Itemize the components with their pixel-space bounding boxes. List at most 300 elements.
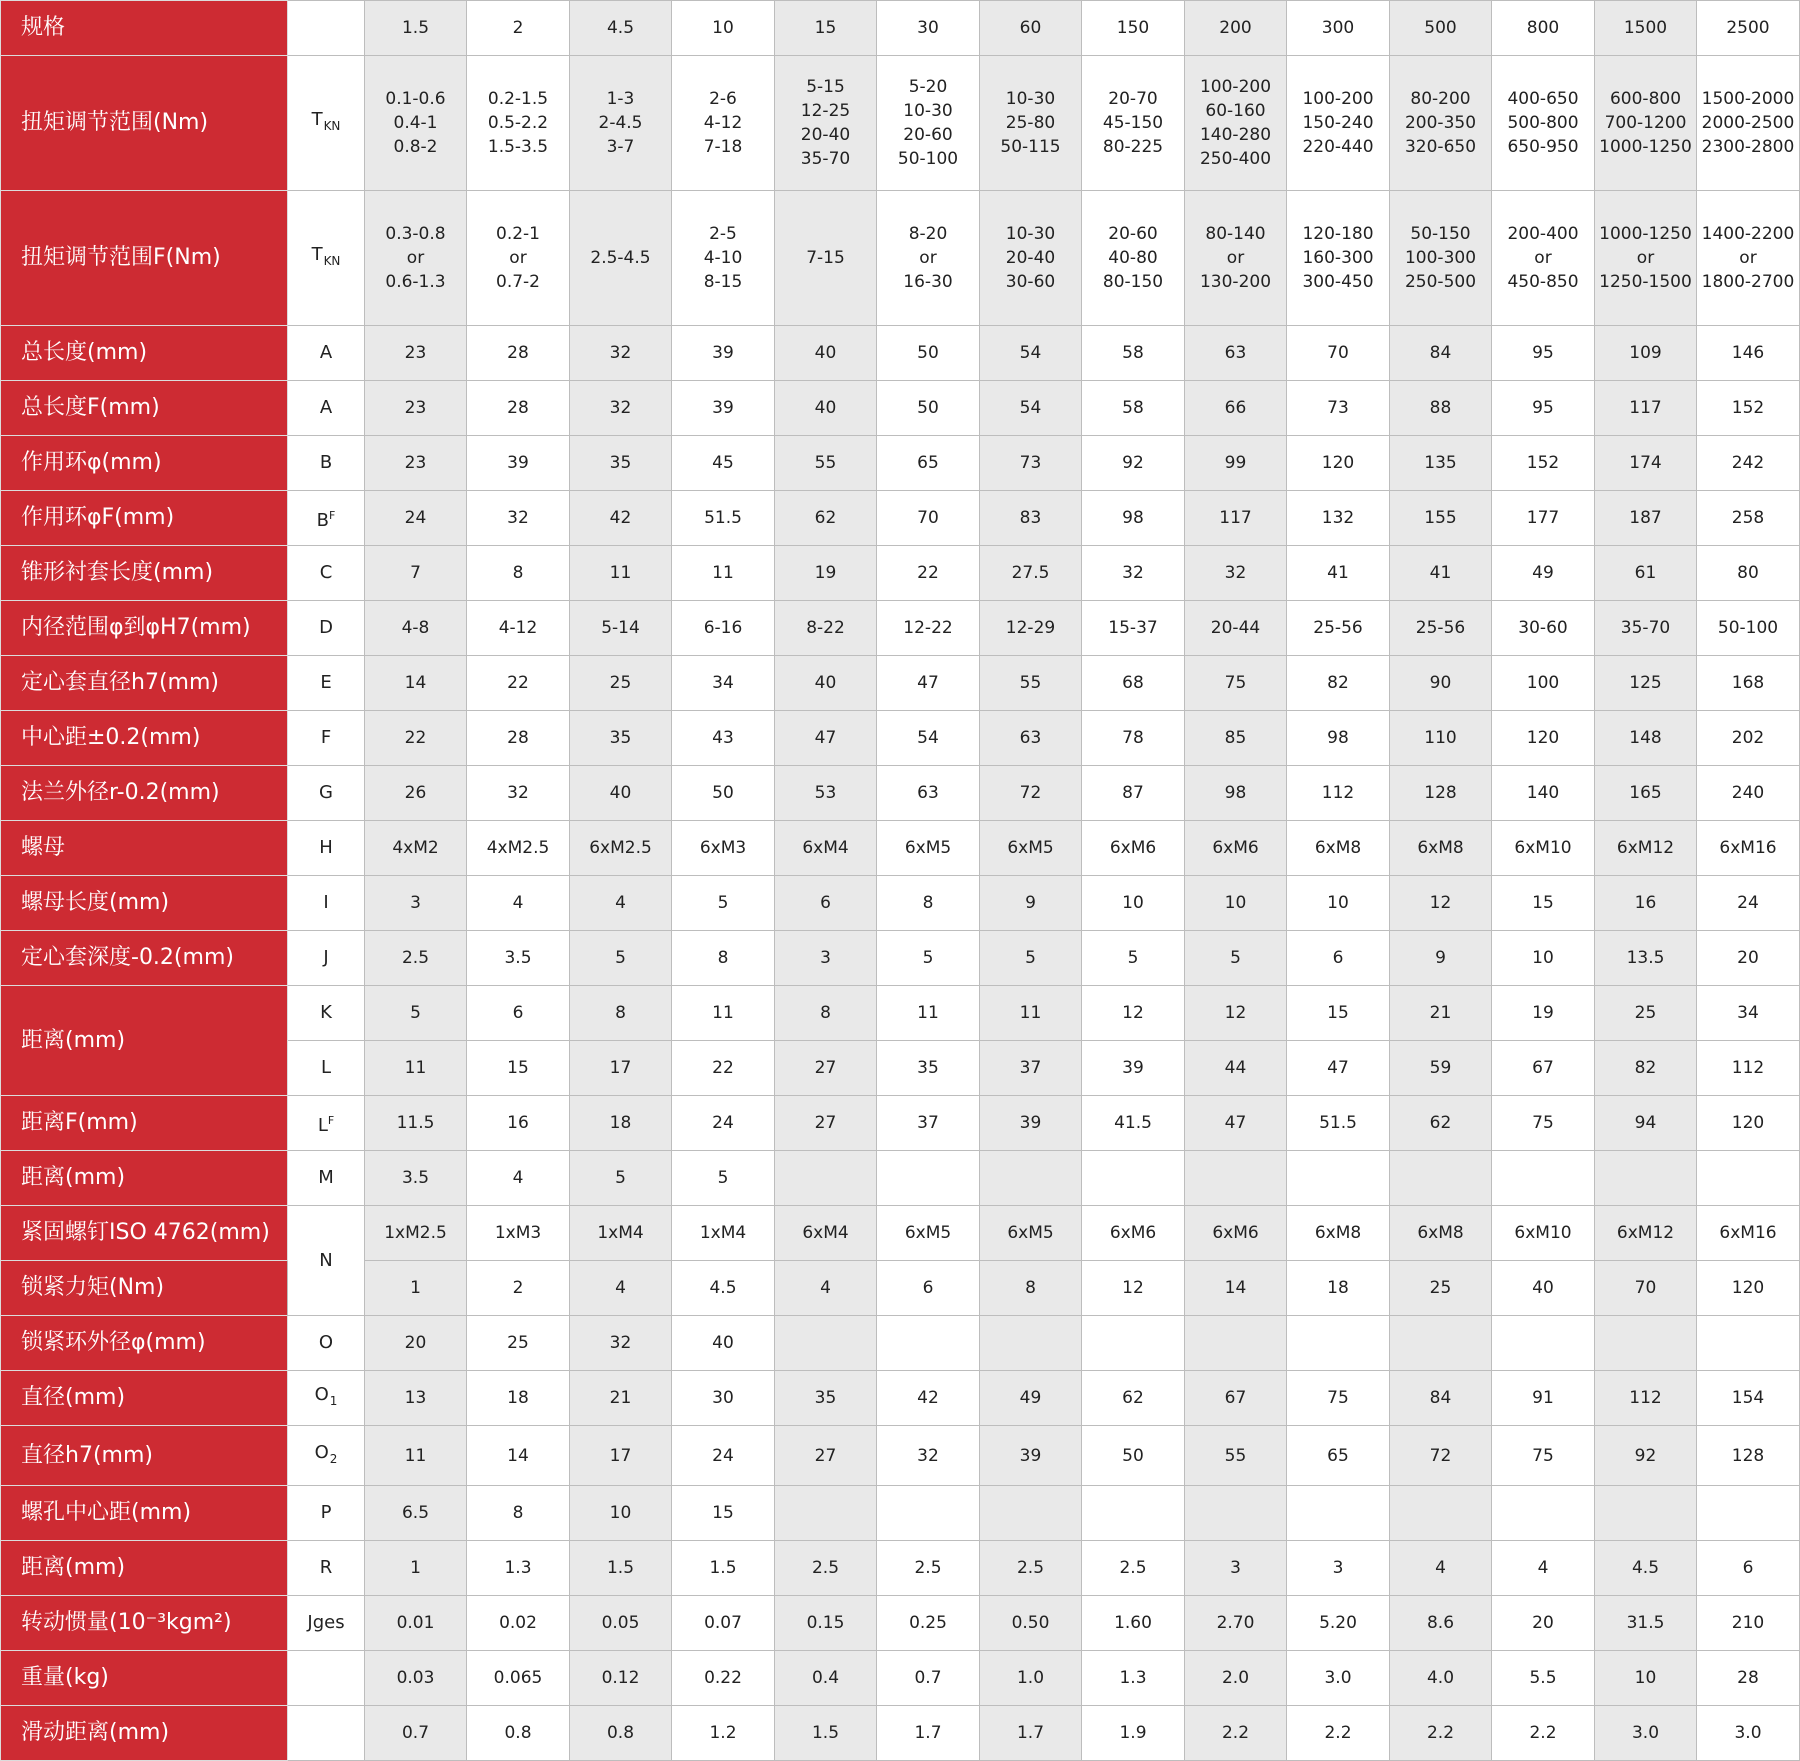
- value-cell: 24: [672, 1096, 775, 1151]
- value-cell: 120: [1697, 1261, 1800, 1316]
- value-cell: 16: [1595, 876, 1697, 931]
- value-cell: 6xM6: [1185, 821, 1287, 876]
- value-cell: 6xM16: [1697, 821, 1800, 876]
- symbol-cell: [288, 711, 365, 766]
- symbol-text: P: [320, 1502, 332, 1523]
- value-cell: 5: [365, 986, 467, 1041]
- value-cell: 6: [1697, 1541, 1800, 1596]
- value-cell: 28: [467, 326, 570, 381]
- symbol-text: N: [319, 1249, 333, 1271]
- value-cell: 6xM6: [1082, 1206, 1185, 1261]
- value-cell: 75: [1492, 1426, 1595, 1486]
- value-cell: 30: [877, 1, 980, 56]
- value-cell: 70: [877, 491, 980, 546]
- value-cell: 100-200 60-160 140-280 250-400: [1185, 56, 1287, 191]
- symbol-text: R: [319, 1557, 333, 1578]
- symbol-text: J: [323, 947, 329, 968]
- value-cell: 3.5: [467, 931, 570, 986]
- value-cell: 49: [980, 1371, 1082, 1426]
- symbol-cell: [288, 601, 365, 656]
- value-cell: 2.5: [775, 1541, 877, 1596]
- value-cell: [1287, 1316, 1390, 1371]
- row-label: 距离(mm): [1, 1151, 288, 1206]
- symbol-cell: [288, 436, 365, 491]
- value-cell: 82: [1287, 656, 1390, 711]
- symbol-text: O: [314, 1441, 329, 1463]
- symbol-text: I: [323, 892, 329, 913]
- symbol-cell: [288, 546, 365, 601]
- value-cell: 54: [980, 326, 1082, 381]
- value-cell: [877, 1316, 980, 1371]
- value-cell: 117: [1185, 491, 1287, 546]
- table-row: [1, 1316, 1800, 1371]
- value-cell: 5-14: [570, 601, 672, 656]
- value-cell: 39: [980, 1426, 1082, 1486]
- value-cell: 800: [1492, 1, 1595, 56]
- symbol-cell: [288, 326, 365, 381]
- value-cell: 2.2: [1390, 1706, 1492, 1761]
- value-cell: 50: [877, 326, 980, 381]
- row-label: 紧固螺钉ISO 4762(mm): [1, 1206, 288, 1261]
- value-cell: 4: [1390, 1541, 1492, 1596]
- value-cell: 14: [365, 656, 467, 711]
- value-cell: 4: [467, 876, 570, 931]
- value-cell: 1000-1250 or 1250-1500: [1595, 191, 1697, 326]
- value-cell: 4-8: [365, 601, 467, 656]
- value-cell: 2: [467, 1, 570, 56]
- value-cell: 100: [1492, 656, 1595, 711]
- value-cell: 6: [467, 986, 570, 1041]
- table-row: [1, 381, 1800, 436]
- value-cell: 42: [570, 491, 672, 546]
- value-cell: 25: [1390, 1261, 1492, 1316]
- value-cell: 37: [877, 1096, 980, 1151]
- row-label: 直径h7(mm): [1, 1426, 288, 1486]
- value-cell: 32: [570, 381, 672, 436]
- value-cell: 14: [1185, 1261, 1287, 1316]
- value-cell: 6: [877, 1261, 980, 1316]
- value-cell: 47: [1185, 1096, 1287, 1151]
- value-cell: 11: [980, 986, 1082, 1041]
- value-cell: 7: [365, 546, 467, 601]
- symbol-superscript: F: [327, 1113, 335, 1127]
- row-label: 锥形衬套长度(mm): [1, 546, 288, 601]
- value-cell: 3: [1185, 1541, 1287, 1596]
- value-cell: 6xM10: [1492, 821, 1595, 876]
- value-cell: 128: [1390, 766, 1492, 821]
- value-cell: 500: [1390, 1, 1492, 56]
- value-cell: 5: [672, 876, 775, 931]
- value-cell: 95: [1492, 381, 1595, 436]
- value-cell: [775, 1316, 877, 1371]
- row-label: 锁紧力矩(Nm): [1, 1261, 288, 1316]
- value-cell: 23: [365, 381, 467, 436]
- symbol-subscript: KN: [323, 254, 341, 268]
- value-cell: 2.2: [1287, 1706, 1390, 1761]
- value-cell: 80-200 200-350 320-650: [1390, 56, 1492, 191]
- value-cell: 109: [1595, 326, 1697, 381]
- symbol-text: M: [318, 1167, 334, 1188]
- row-label: 规格: [1, 1, 288, 56]
- value-cell: 3: [1287, 1541, 1390, 1596]
- value-cell: 6: [775, 876, 877, 931]
- value-cell: 53: [775, 766, 877, 821]
- value-cell: 40: [775, 326, 877, 381]
- symbol-text: H: [319, 837, 333, 858]
- symbol-text: F: [320, 727, 332, 748]
- symbol-cell: [288, 56, 365, 191]
- value-cell: 5: [1082, 931, 1185, 986]
- value-cell: 32: [570, 326, 672, 381]
- row-label: 定心套深度-0.2(mm): [1, 931, 288, 986]
- value-cell: 30-60: [1492, 601, 1595, 656]
- value-cell: [1697, 1486, 1800, 1541]
- value-cell: 32: [1082, 546, 1185, 601]
- value-cell: 63: [877, 766, 980, 821]
- value-cell: 32: [877, 1426, 980, 1486]
- value-cell: 83: [980, 491, 1082, 546]
- value-cell: 2.2: [1492, 1706, 1595, 1761]
- value-cell: 1.2: [672, 1706, 775, 1761]
- value-cell: 15: [672, 1486, 775, 1541]
- value-cell: 16: [467, 1096, 570, 1151]
- row-label: 螺母长度(mm): [1, 876, 288, 931]
- symbol-text: B: [319, 452, 333, 473]
- value-cell: 50-150 100-300 250-500: [1390, 191, 1492, 326]
- value-cell: 47: [775, 711, 877, 766]
- value-cell: 0.1-0.6 0.4-1 0.8-2: [365, 56, 467, 191]
- symbol-text: B: [316, 509, 330, 531]
- value-cell: 37: [980, 1041, 1082, 1096]
- value-cell: 200-400 or 450-850: [1492, 191, 1595, 326]
- value-cell: 154: [1697, 1371, 1800, 1426]
- value-cell: 54: [980, 381, 1082, 436]
- value-cell: 27: [775, 1096, 877, 1151]
- value-cell: 12: [1185, 986, 1287, 1041]
- value-cell: 152: [1697, 381, 1800, 436]
- value-cell: 187: [1595, 491, 1697, 546]
- value-cell: [1492, 1151, 1595, 1206]
- value-cell: 80: [1697, 546, 1800, 601]
- value-cell: 41: [1287, 546, 1390, 601]
- symbol-text: K: [320, 1002, 332, 1023]
- value-cell: 6xM10: [1492, 1206, 1595, 1261]
- value-cell: 12: [1390, 876, 1492, 931]
- value-cell: 50: [1082, 1426, 1185, 1486]
- value-cell: 15: [1287, 986, 1390, 1041]
- value-cell: 59: [1390, 1041, 1492, 1096]
- value-cell: 13: [365, 1371, 467, 1426]
- value-cell: 1400-2200 or 1800-2700: [1697, 191, 1800, 326]
- value-cell: 39: [672, 326, 775, 381]
- value-cell: [1492, 1486, 1595, 1541]
- value-cell: 2.70: [1185, 1596, 1287, 1651]
- value-cell: 39: [1082, 1041, 1185, 1096]
- symbol-text: C: [319, 562, 333, 583]
- symbol-cell: [288, 491, 365, 546]
- value-cell: 10-30 25-80 50-115: [980, 56, 1082, 191]
- row-label: 总长度F(mm): [1, 381, 288, 436]
- value-cell: 25: [467, 1316, 570, 1371]
- value-cell: 84: [1390, 1371, 1492, 1426]
- table-row: [1, 1, 1800, 56]
- value-cell: 32: [1185, 546, 1287, 601]
- value-cell: 35: [570, 436, 672, 491]
- value-cell: 3.0: [1697, 1706, 1800, 1761]
- value-cell: 62: [1390, 1096, 1492, 1151]
- value-cell: 165: [1595, 766, 1697, 821]
- value-cell: 3.0: [1287, 1651, 1390, 1706]
- value-cell: 1-3 2-4.5 3-7: [570, 56, 672, 191]
- value-cell: 4: [570, 876, 672, 931]
- symbol-text: T: [311, 244, 323, 265]
- value-cell: 2.5-4.5: [570, 191, 672, 326]
- value-cell: 3: [365, 876, 467, 931]
- value-cell: 10: [1082, 876, 1185, 931]
- value-cell: 0.22: [672, 1651, 775, 1706]
- value-cell: [980, 1486, 1082, 1541]
- value-cell: 1xM3: [467, 1206, 570, 1261]
- value-cell: 400-650 500-800 650-950: [1492, 56, 1595, 191]
- value-cell: 5: [570, 1151, 672, 1206]
- symbol-text: Jges: [307, 1612, 345, 1633]
- value-cell: 60: [980, 1, 1082, 56]
- value-cell: 40: [570, 766, 672, 821]
- value-cell: 84: [1390, 326, 1492, 381]
- value-cell: 120: [1287, 436, 1390, 491]
- value-cell: 20-60 40-80 80-150: [1082, 191, 1185, 326]
- value-cell: 0.25: [877, 1596, 980, 1651]
- symbol-cell: [288, 876, 365, 931]
- value-cell: 5.5: [1492, 1651, 1595, 1706]
- value-cell: 58: [1082, 381, 1185, 436]
- value-cell: 8.6: [1390, 1596, 1492, 1651]
- row-label: 距离(mm): [1, 986, 288, 1096]
- value-cell: 2.0: [1185, 1651, 1287, 1706]
- value-cell: 94: [1595, 1096, 1697, 1151]
- value-cell: 2-5 4-10 8-15: [672, 191, 775, 326]
- value-cell: [1287, 1151, 1390, 1206]
- value-cell: 25: [1595, 986, 1697, 1041]
- value-cell: 72: [1390, 1426, 1492, 1486]
- table-row: [1, 1096, 1800, 1151]
- value-cell: 5: [570, 931, 672, 986]
- value-cell: 63: [980, 711, 1082, 766]
- value-cell: 22: [365, 711, 467, 766]
- value-cell: [1492, 1316, 1595, 1371]
- value-cell: 150: [1082, 1, 1185, 56]
- value-cell: 32: [467, 491, 570, 546]
- value-cell: 47: [1287, 1041, 1390, 1096]
- value-cell: 0.01: [365, 1596, 467, 1651]
- value-cell: 6xM3: [672, 821, 775, 876]
- value-cell: 6xM8: [1390, 1206, 1492, 1261]
- value-cell: 47: [877, 656, 980, 711]
- value-cell: 112: [1595, 1371, 1697, 1426]
- value-cell: 2.5: [877, 1541, 980, 1596]
- value-cell: 14: [467, 1426, 570, 1486]
- value-cell: 17: [570, 1426, 672, 1486]
- symbol-cell: [288, 986, 365, 1041]
- value-cell: 1.5: [672, 1541, 775, 1596]
- value-cell: 10: [1492, 931, 1595, 986]
- value-cell: 2.5: [365, 931, 467, 986]
- value-cell: 6xM8: [1287, 821, 1390, 876]
- value-cell: 7-15: [775, 191, 877, 326]
- table-row: [1, 1261, 1800, 1316]
- value-cell: 18: [1287, 1261, 1390, 1316]
- value-cell: 28: [467, 381, 570, 436]
- value-cell: 1xM2.5: [365, 1206, 467, 1261]
- value-cell: 25: [570, 656, 672, 711]
- value-cell: 12-29: [980, 601, 1082, 656]
- value-cell: 39: [467, 436, 570, 491]
- value-cell: 1.5: [775, 1706, 877, 1761]
- value-cell: 135: [1390, 436, 1492, 491]
- value-cell: 11: [365, 1426, 467, 1486]
- symbol-cell: [288, 1041, 365, 1096]
- value-cell: [1287, 1486, 1390, 1541]
- row-label: 距离F(mm): [1, 1096, 288, 1151]
- value-cell: 11.5: [365, 1096, 467, 1151]
- value-cell: 2.5: [1082, 1541, 1185, 1596]
- symbol-text: D: [319, 617, 333, 638]
- symbol-text: O: [314, 1384, 329, 1405]
- symbol-text: L: [320, 1057, 332, 1078]
- value-cell: 1.60: [1082, 1596, 1185, 1651]
- table-row: [1, 766, 1800, 821]
- value-cell: 65: [877, 436, 980, 491]
- value-cell: 39: [980, 1096, 1082, 1151]
- value-cell: 11: [672, 986, 775, 1041]
- value-cell: 10: [570, 1486, 672, 1541]
- value-cell: [1390, 1316, 1492, 1371]
- value-cell: 0.02: [467, 1596, 570, 1651]
- value-cell: [877, 1151, 980, 1206]
- value-cell: 11: [672, 546, 775, 601]
- symbol-cell: [288, 1596, 365, 1651]
- value-cell: 27: [775, 1041, 877, 1096]
- value-cell: 5: [980, 931, 1082, 986]
- value-cell: [1185, 1151, 1287, 1206]
- value-cell: 11: [570, 546, 672, 601]
- value-cell: 19: [775, 546, 877, 601]
- value-cell: 0.7: [877, 1651, 980, 1706]
- value-cell: 6xM5: [877, 1206, 980, 1261]
- value-cell: 98: [1185, 766, 1287, 821]
- value-cell: 8: [672, 931, 775, 986]
- value-cell: 31.5: [1595, 1596, 1697, 1651]
- value-cell: 10: [672, 1, 775, 56]
- value-cell: 65: [1287, 1426, 1390, 1486]
- value-cell: 5: [877, 931, 980, 986]
- value-cell: 10: [1287, 876, 1390, 931]
- value-cell: 168: [1697, 656, 1800, 711]
- value-cell: 15: [467, 1041, 570, 1096]
- value-cell: 92: [1595, 1426, 1697, 1486]
- value-cell: 4xM2: [365, 821, 467, 876]
- value-cell: 1.7: [980, 1706, 1082, 1761]
- value-cell: 1.3: [467, 1541, 570, 1596]
- value-cell: 1: [365, 1541, 467, 1596]
- symbol-subscript: KN: [323, 119, 341, 133]
- row-label: 作用环φF(mm): [1, 491, 288, 546]
- symbol-cell: [288, 1426, 365, 1486]
- value-cell: 2: [467, 1261, 570, 1316]
- value-cell: 0.7: [365, 1706, 467, 1761]
- symbol-cell: [288, 1206, 365, 1316]
- row-label: 定心套直径h7(mm): [1, 656, 288, 711]
- value-cell: 112: [1697, 1041, 1800, 1096]
- value-cell: 68: [1082, 656, 1185, 711]
- value-cell: 17: [570, 1041, 672, 1096]
- value-cell: 1.9: [1082, 1706, 1185, 1761]
- value-cell: 0.065: [467, 1651, 570, 1706]
- value-cell: [1595, 1316, 1697, 1371]
- value-cell: 49: [1492, 546, 1595, 601]
- table-row: [1, 1426, 1800, 1486]
- value-cell: 34: [1697, 986, 1800, 1041]
- value-cell: 91: [1492, 1371, 1595, 1426]
- value-cell: 54: [877, 711, 980, 766]
- value-cell: 32: [467, 766, 570, 821]
- value-cell: [877, 1486, 980, 1541]
- table-row: [1, 1486, 1800, 1541]
- value-cell: 42: [877, 1371, 980, 1426]
- value-cell: 240: [1697, 766, 1800, 821]
- symbol-subscript: 1: [329, 1394, 338, 1408]
- value-cell: 20: [1697, 931, 1800, 986]
- row-label: 螺母: [1, 821, 288, 876]
- value-cell: 67: [1492, 1041, 1595, 1096]
- value-cell: [1697, 1316, 1800, 1371]
- symbol-cell: [288, 1371, 365, 1426]
- value-cell: 85: [1185, 711, 1287, 766]
- value-cell: 146: [1697, 326, 1800, 381]
- table-row: [1, 821, 1800, 876]
- value-cell: [1185, 1316, 1287, 1371]
- row-label: 距离(mm): [1, 1541, 288, 1596]
- table-row: [1, 1651, 1800, 1706]
- value-cell: 28: [1697, 1651, 1800, 1706]
- value-cell: 8-20 or 16-30: [877, 191, 980, 326]
- value-cell: 75: [1185, 656, 1287, 711]
- value-cell: 23: [365, 326, 467, 381]
- value-cell: 20: [365, 1316, 467, 1371]
- value-cell: 4: [570, 1261, 672, 1316]
- value-cell: 6: [1287, 931, 1390, 986]
- value-cell: 6xM5: [980, 821, 1082, 876]
- row-label: 滑动距离(mm): [1, 1706, 288, 1761]
- value-cell: 0.15: [775, 1596, 877, 1651]
- symbol-cell: [288, 1, 365, 56]
- value-cell: 39: [672, 381, 775, 436]
- value-cell: 50-100: [1697, 601, 1800, 656]
- value-cell: 6xM5: [877, 821, 980, 876]
- value-cell: 242: [1697, 436, 1800, 491]
- value-cell: 72: [980, 766, 1082, 821]
- value-cell: [980, 1316, 1082, 1371]
- value-cell: 25-56: [1390, 601, 1492, 656]
- value-cell: 22: [877, 546, 980, 601]
- table-row: [1, 326, 1800, 381]
- value-cell: 6xM6: [1185, 1206, 1287, 1261]
- value-cell: 40: [775, 381, 877, 436]
- value-cell: 125: [1595, 656, 1697, 711]
- value-cell: 1.3: [1082, 1651, 1185, 1706]
- value-cell: 25-56: [1287, 601, 1390, 656]
- value-cell: 95: [1492, 326, 1595, 381]
